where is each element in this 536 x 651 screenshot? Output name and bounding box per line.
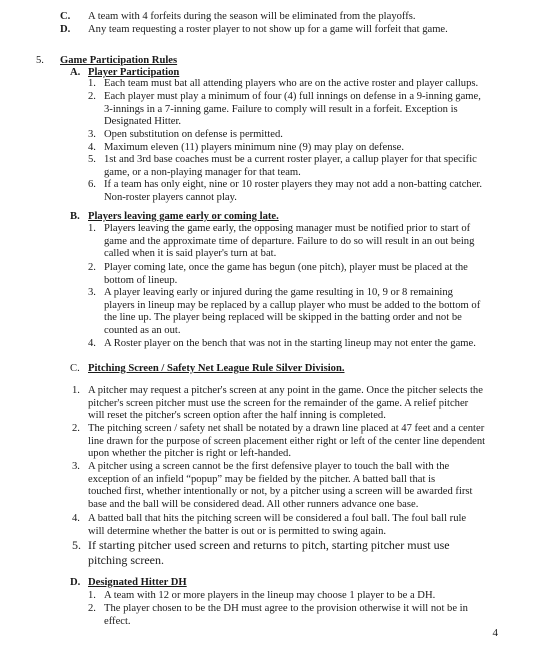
list-item: Each team must bat all attending players who are on the active roster and player callups.: [104, 78, 479, 89]
list-item: Open substitution on defense is permitted.: [104, 129, 283, 140]
list-item: The pitching screen / safety net shall be notated by a drawn line placed at 47 feet and a center line drawn for the purpose of screen placement either right or left of the center line dependent upon whether the pitcher is right or left-handed.: [88, 423, 486, 460]
subsection-title: Pitching Screen / Safety Net League Rule Silver Division.: [88, 363, 345, 374]
list-number: 1.: [88, 78, 96, 89]
list-item: If starting pitcher used screen and returns to pitch, starting pitcher must use pitching screen.: [88, 538, 450, 567]
item-text: A team with 4 forfeits during the season will be eliminated from the playoffs.: [88, 11, 416, 22]
subsection-title: Player Participation: [88, 67, 180, 78]
list-item: A pitcher using a screen cannot be the first defensive player to touch the ball with the exception of an infield “popup” may be fielded by the pitcher. A batted ball that is touched first, whether intentionally or not, by a pitcher using a screen will be awarded first base and the ball will be considered dead. All other runners advance one base.: [88, 461, 473, 510]
section-number: 5.: [36, 55, 44, 66]
list-item: A pitcher may request a pitcher's screen at any point in the game. Once the pitcher selects the pitcher's screen pitcher must use the screen for the remainder of the game. A relief pitcher will reset the pitcher's screen option after the half inning is completed.: [88, 385, 483, 422]
list-item: 1st and 3rd base coaches must be a current roster player, a callup player for that specific game, or a non-playing manager for that team.: [104, 154, 477, 178]
list-item: Maximum eleven (11) players minimum nine (9) may play on defense.: [104, 142, 404, 153]
list-number: 3.: [88, 287, 96, 298]
item-text: Any team requesting a roster player to not show up for a game will forfeit that game.: [88, 24, 448, 35]
list-item: Players leaving the game early, the opposing manager must be notified prior to start of game and the approximate time of departure. Failure to do so will result in an out being called when it is said player's turn at bat.: [104, 223, 475, 260]
list-item: A team with 12 or more players in the lineup may choose 1 player to be a DH.: [104, 590, 436, 601]
list-number: 4.: [88, 338, 96, 349]
subsection-label: C.: [70, 363, 80, 374]
list-item: Each player must play a minimum of four (4) full innings on defense in a 9-inning game, 3-innings in a 7-inning game. Failure to comply will result in a forfeit. Exception is Designated Hitter.: [104, 91, 481, 128]
list-item: Player coming late, once the game has begun (one pitch), player must be placed at the bottom of lineup.: [104, 262, 468, 286]
list-number: 1.: [88, 590, 96, 601]
list-number: 3.: [72, 461, 80, 472]
subsection-label: A.: [70, 67, 81, 78]
subsection-label: D.: [70, 577, 81, 588]
list-item: The player chosen to be the DH must agree to the provision otherwise it will not be in effect.: [104, 603, 468, 627]
subsection-label: B.: [70, 211, 80, 222]
list-number: 2.: [88, 603, 96, 614]
list-item: A player leaving early or injured during the game resulting in 10, 9 or 8 remaining players in lineup may be replaced by a callup player who must be added to the bottom of the line up. The player being replaced will be skipped in the batting order and not be counted as an out.: [104, 287, 481, 336]
list-item: If a team has only eight, nine or 10 roster players they may not add a non-batting catcher. Non-roster players cannot play.: [104, 179, 483, 203]
list-number: 4.: [88, 142, 96, 153]
subsection-title: Players leaving game early or coming late.: [88, 211, 279, 222]
list-item: A Roster player on the bench that was not in the starting lineup may not enter the game.: [104, 338, 476, 349]
page-number: 4: [492, 627, 498, 639]
list-number: 6.: [88, 179, 96, 190]
list-number: 2.: [72, 423, 80, 434]
list-number: 1.: [88, 223, 96, 234]
list-number: 1.: [72, 385, 80, 396]
subsection-title: Designated Hitter DH: [88, 577, 187, 588]
item-label: D.: [60, 24, 71, 35]
list-number: 5.: [72, 538, 81, 552]
item-label: C.: [60, 11, 71, 22]
list-number: 5.: [88, 154, 96, 165]
list-number: 2.: [88, 262, 96, 273]
list-number: 3.: [88, 129, 96, 140]
list-item: A batted ball that hits the pitching screen will be considered a foul ball. The foul ball rule will determine whether the batter is out or is permitted to swing again.: [88, 513, 467, 537]
list-number: 4.: [72, 513, 80, 524]
list-number: 2.: [88, 91, 96, 102]
section-title: Game Participation Rules: [60, 55, 178, 66]
